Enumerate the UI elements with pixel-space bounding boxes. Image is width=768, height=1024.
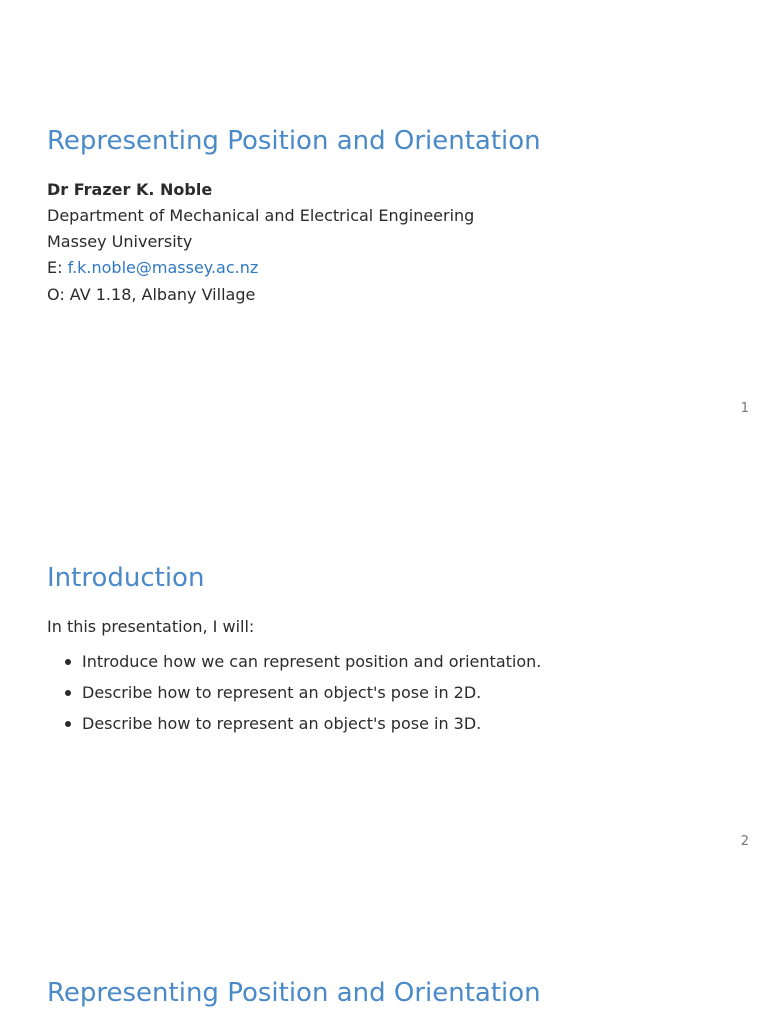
page-number: 1	[740, 401, 749, 416]
department: Department of Mechanical and Electrical Engineering	[47, 206, 475, 225]
slide-title: Introduction	[47, 563, 205, 593]
page-number: 2	[740, 834, 749, 849]
university: Massey University	[47, 232, 193, 251]
intro-text: In this presentation, I will:	[47, 617, 255, 636]
slide-title: Representing Position and Orientation	[47, 126, 541, 156]
author-name: Dr Frazer K. Noble	[47, 180, 213, 199]
office-location: O: AV 1.18, Albany Village	[47, 285, 256, 304]
list-item-text: Describe how to represent an object's pose in 2D.	[82, 683, 482, 702]
email-label: E:	[47, 258, 68, 277]
slide-title: Representing Position and Orientation	[47, 978, 541, 1008]
email-link[interactable]: f.k.noble@massey.ac.nz	[67, 258, 259, 277]
list-item-text: Introduce how we can represent position and orientation.	[82, 652, 542, 671]
list-item-text: Describe how to represent an object's pose in 3D.	[82, 714, 482, 733]
